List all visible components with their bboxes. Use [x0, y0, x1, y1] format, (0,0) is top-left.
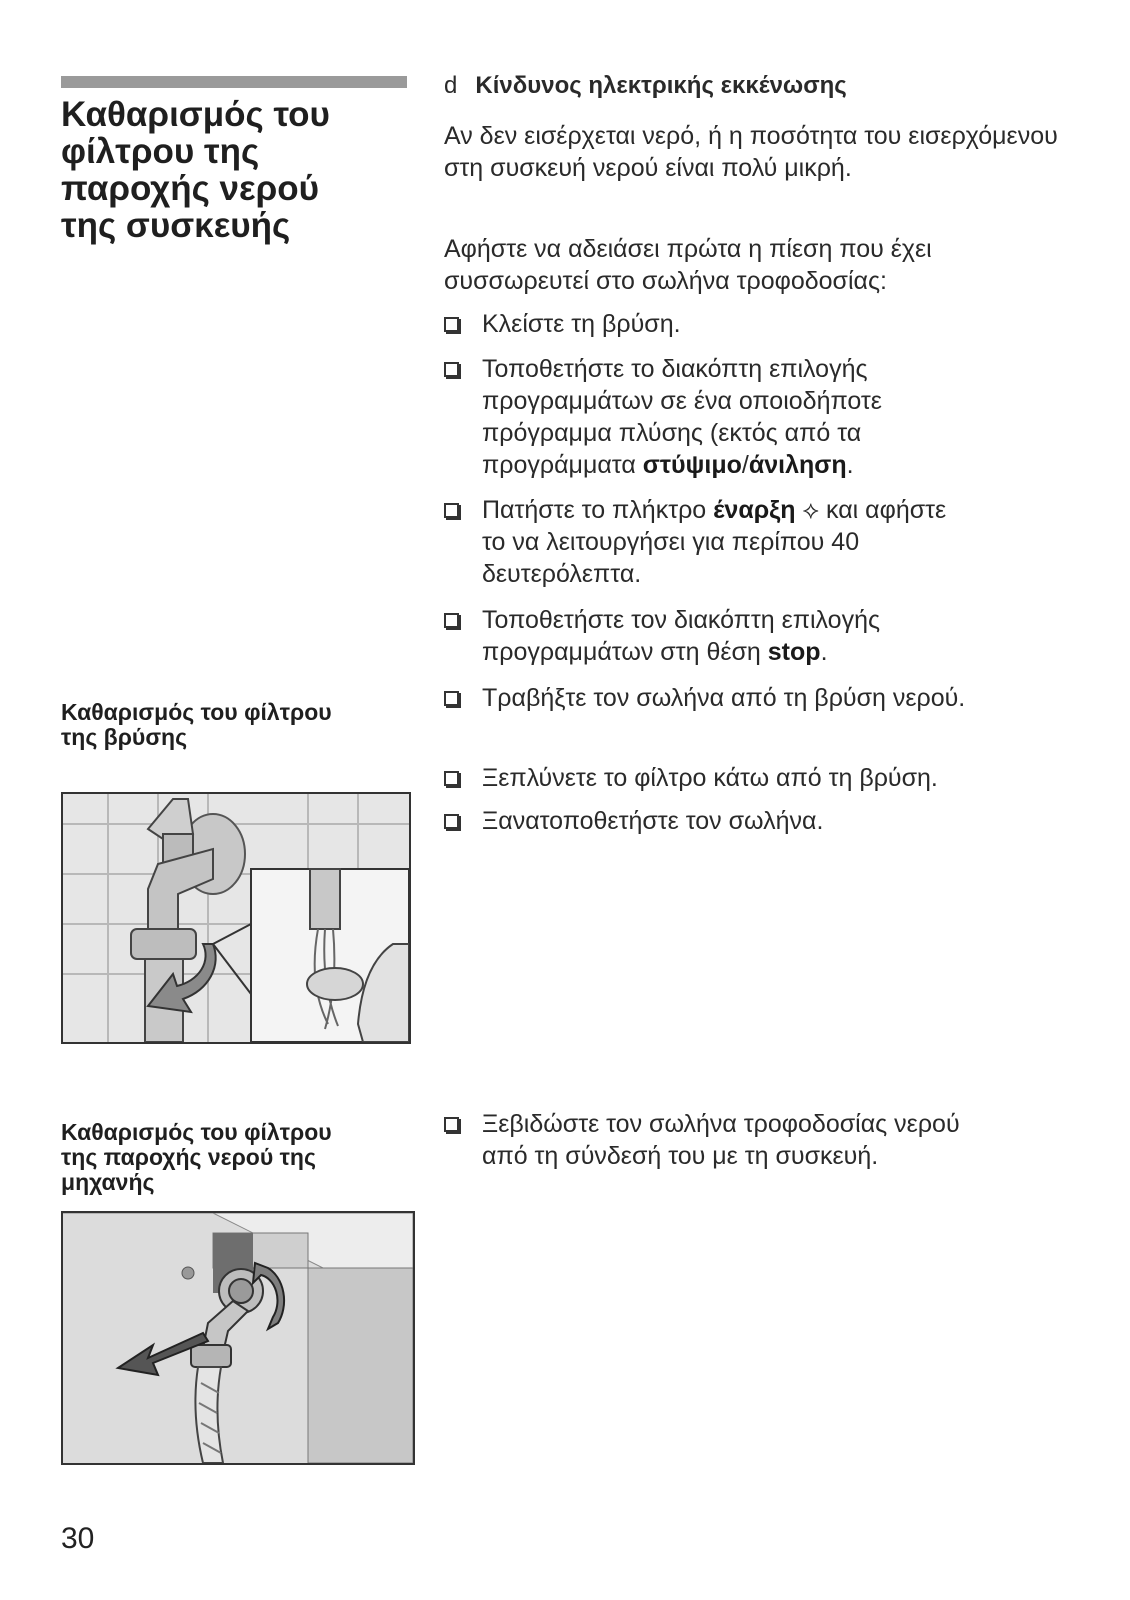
heading-line: Καθαρισμός του φίλτρου	[61, 1119, 332, 1145]
step-text	[482, 494, 1084, 590]
step-text	[482, 604, 1084, 668]
heading-line: της βρύσης	[61, 724, 188, 750]
step-line-part: .	[846, 451, 854, 479]
title-rule	[61, 76, 407, 88]
step-line-part: προγράμματα	[482, 451, 643, 479]
heading-tap-filter	[61, 700, 411, 750]
step-line-part: προγραμμάτων στη θέση	[482, 638, 768, 666]
checkbox-bullet-icon	[444, 613, 459, 628]
step-line: Ξεβιδώστε τον σωλήνα τροφοδοσίας νερού	[482, 1110, 960, 1138]
start-key-icon: ⟡	[802, 496, 820, 524]
step-line-part: και αφήστε	[819, 496, 947, 524]
page-title-line: φίλτρου της	[61, 132, 260, 171]
page-title-line: της συσκευής	[61, 206, 291, 245]
slash-separator: /	[741, 451, 749, 479]
warning-icon: d	[444, 72, 458, 99]
checkbox-bullet-icon	[444, 771, 459, 786]
tap-illustration-svg	[63, 794, 409, 1042]
step-item	[444, 805, 1084, 837]
program-name-drain: άνιληση	[748, 451, 847, 479]
page-title	[61, 96, 407, 244]
checkbox-bullet-icon	[444, 317, 459, 332]
machine-inlet-illustration	[61, 1211, 415, 1465]
step-text: Ξανατοποθετήστε τον σωλήνα.	[482, 807, 824, 835]
step-text: Ξεπλύνετε το φίλτρο κάτω από τη βρύση.	[482, 764, 938, 792]
page-title-line: παροχής νερού	[61, 169, 320, 208]
step-line: δευτερόλεπτα.	[482, 560, 642, 588]
step-item	[444, 494, 1084, 590]
step-line: από τη σύνδεσή του με τη συσκευή.	[482, 1142, 879, 1170]
step-text: Τραβήξτε τον σωλήνα από τη βρύση νερού.	[482, 684, 966, 712]
step-line-part: .	[820, 638, 828, 666]
step-line: Τοποθετήστε τον διακόπτη επιλογής	[482, 606, 881, 634]
step-item	[444, 308, 1084, 340]
step-line	[482, 636, 1084, 668]
checkbox-bullet-icon	[444, 1117, 459, 1132]
checkbox-bullet-icon	[444, 691, 459, 706]
step-line: Τοποθετήστε το διακόπτη επιλογής	[482, 355, 868, 383]
warning-text: Κίνδυνος ηλεκτρικής εκκένωσης	[475, 72, 847, 99]
step-line	[482, 494, 1084, 526]
heading-machine-filter	[61, 1120, 411, 1195]
paragraph-pressure: Αφήστε να αδειάσει πρώτα η πίεση που έχει συσσωρευτεί στο σωλήνα τροφοδοσίας:	[444, 235, 932, 295]
warning-heading	[444, 72, 847, 100]
paragraph-condition: Αν δεν εισέρχεται νερό, ή η ποσότητα του εισερχόμενου στη συσκευή νερού είναι πολύ μικρή.	[444, 122, 1058, 182]
stop-position-label: stop	[767, 638, 821, 666]
step-line: προγραμμάτων σε ένα οποιοδήποτε	[482, 387, 882, 415]
page-title-line: Καθαρισμός του	[61, 95, 330, 134]
checkbox-bullet-icon	[444, 814, 459, 829]
step-text: Κλείστε τη βρύση.	[482, 310, 681, 338]
program-name-spin: στύψιμο	[642, 451, 742, 479]
step-item	[444, 682, 1084, 714]
step-item	[444, 353, 1084, 481]
step-line-part: Πατήστε το πλήκτρο	[482, 496, 714, 524]
step-text	[482, 1108, 1084, 1172]
heading-line: Καθαρισμός του φίλτρου	[61, 699, 332, 725]
heading-line: της παροχής νερού της	[61, 1144, 316, 1170]
step-item	[444, 604, 1084, 668]
start-key-label: έναρξη	[713, 496, 796, 524]
step-text	[482, 353, 1084, 481]
step-item	[444, 762, 1084, 794]
heading-line: μηχανής	[61, 1169, 155, 1195]
step-line	[482, 449, 1084, 481]
step-item	[444, 1108, 1084, 1172]
page-number: 30	[61, 1522, 95, 1555]
checkbox-bullet-icon	[444, 362, 459, 377]
machine-illustration-svg	[63, 1213, 413, 1463]
tap-filter-illustration	[61, 792, 411, 1044]
step-line: το να λειτουργήσει για περίπου 40	[482, 528, 860, 556]
checkbox-bullet-icon	[444, 503, 459, 518]
step-line: πρόγραμμα πλύσης (εκτός από τα	[482, 419, 862, 447]
